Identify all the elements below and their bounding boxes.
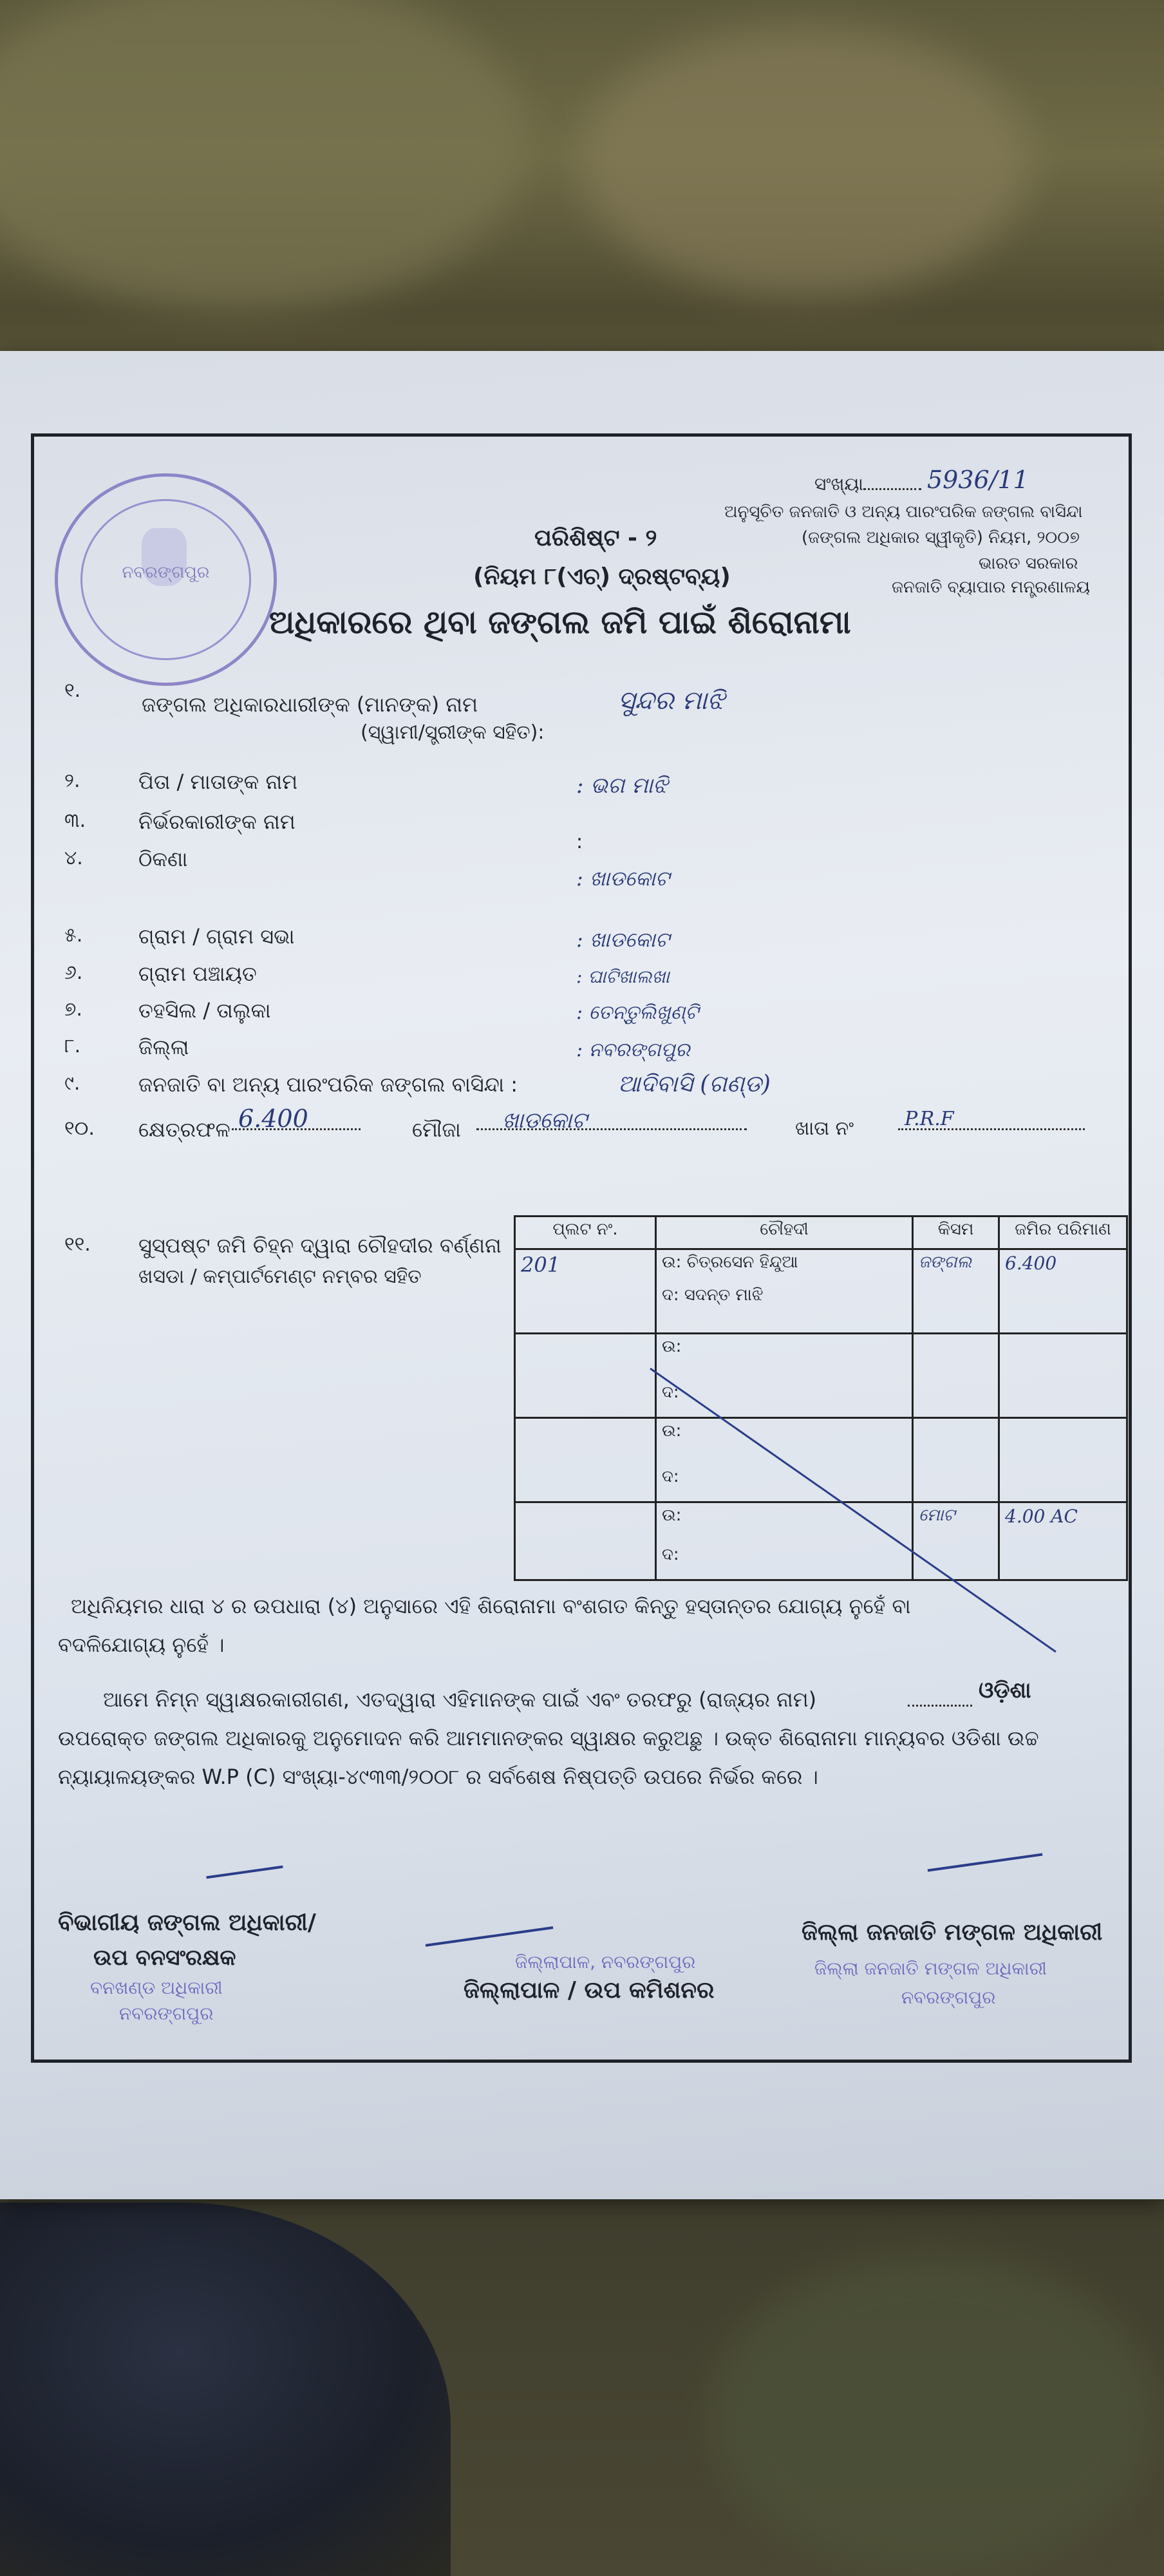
field-4-num: ୪. bbox=[64, 847, 83, 869]
boundary-north: ଉ: bbox=[662, 1421, 682, 1441]
field-8-value: : ନବରଙ୍ଗପୁର bbox=[576, 1039, 690, 1061]
number-label: ସଂଖ୍ୟା bbox=[814, 473, 921, 495]
field-2-num: ୨. bbox=[64, 770, 80, 792]
clause-text-1b: ବଦଳିଯୋଗ୍ୟ ନୁହେଁ । bbox=[58, 1633, 225, 1657]
field-1-label: ଜଙ୍ଗଲ ଅଧିକାରଧାରୀଙ୍କ (ମାନଙ୍କ) ନାମ bbox=[142, 692, 478, 717]
field-9-label: ଜନଜାତି ବା ଅନ୍ୟ ପାରଂପରିକ ଜଙ୍ଗଲ ବାସିନ୍ଦା : bbox=[138, 1072, 518, 1097]
field-6-label: ଗ୍ରାମ ପଞ୍ଚାୟତ bbox=[138, 961, 257, 986]
boundary-label-2: ଖସଡା / କମ୍ପାର୍ଟମେଣ୍ଟ ନମ୍ବର ସହିତ bbox=[138, 1265, 422, 1288]
col-amount: ଜମିର ପରିମାଣ bbox=[999, 1217, 1127, 1249]
field-5-value: : ଖାଡକୋଟ bbox=[576, 927, 670, 952]
grass-background bbox=[0, 0, 528, 309]
act-line-3: ଭାରତ ସରକାର bbox=[979, 554, 1078, 573]
act-line-2: (ଜଙ୍ଗଲ ଅଧିକାର ସ୍ୱୀକୃତି) ନିୟମ, ୨୦୦୭ bbox=[802, 528, 1080, 547]
field-5-num: ୫. bbox=[64, 924, 83, 947]
document-sheet bbox=[0, 351, 1164, 2199]
left-office-stamp-2: ନବରଙ୍ଗପୁର bbox=[119, 2003, 214, 2024]
field-7-label: ତହସିଲ / ତାଲୁକା bbox=[138, 998, 271, 1023]
state-dots bbox=[908, 1697, 972, 1709]
boundary-south: ଦ: bbox=[662, 1467, 679, 1486]
signatory-right-title: ଜିଲ୍ଲା ଜନଜାତି ମଙ୍ଗଳ ଅଧିକାରୀ bbox=[802, 1919, 1103, 1946]
seal-stamp bbox=[55, 473, 277, 686]
boundary-label-1: ସୁସ୍ପଷ୍ଟ ଜମି ଚିହ୍ନ ଦ୍ୱାରା ଚୌହଦୀର ବର୍ଣ୍ଣନା bbox=[138, 1233, 502, 1258]
field-9-num: ୯. bbox=[64, 1072, 80, 1095]
total-amount: 4.00 AC bbox=[1005, 1506, 1078, 1527]
field-10-num: ୧୦. bbox=[64, 1117, 95, 1140]
area-label: କ୍ଷେତ୍ରଫଳ bbox=[138, 1117, 230, 1142]
col-kisam: କିସମ bbox=[913, 1217, 999, 1249]
field-8-label: ଜିଲ୍ଲା bbox=[138, 1035, 189, 1059]
clause-text-2: ଆମେ ନିମ୍ନ ସ୍ୱାକ୍ଷରକାରୀଗଣ, ଏତଦ୍ୱାରା ଏହିମାନଙ୍କ ପାଇଁ ଏବଂ ତରଫରୁ (ରାଜ୍ୟର ନାମ) bbox=[103, 1687, 817, 1712]
field-2-label: ପିତା / ମାତାଙ୍କ ନାମ bbox=[138, 770, 298, 794]
clause-text-2b: ଉପରୋକ୍ତ ଜଙ୍ଗଲ ଅଧିକାରକୁ ଅନୁମୋଦନ କରି ଆମମାନଙ୍କର ସ୍ୱାକ୍ଷର କରୁଅଛୁ । ଉକ୍ତ ଶିରୋନାମା ମାନ୍ୟବର ଓଡିଶା ଉଚ୍ଚ bbox=[58, 1726, 1039, 1750]
khata-value: P.R.F bbox=[905, 1108, 954, 1130]
right-office-stamp-1: ଜିଲ୍ଲା ଜନଜାତି ମଙ୍ଗଳ ଅଧିକାରୀ bbox=[814, 1958, 1047, 1979]
trouser-leg bbox=[0, 2202, 451, 2576]
col-plot-no: ପ୍ଲଟ ନଂ. bbox=[515, 1217, 656, 1249]
field-3-num: ୩. bbox=[64, 810, 86, 832]
left-office-stamp-1: ବନଖଣ୍ଡ ଅଧିକାରୀ bbox=[90, 1977, 223, 1998]
kisam-value: ଜଙ୍ଗଲ bbox=[919, 1253, 972, 1272]
table-header-row bbox=[515, 1217, 1127, 1249]
grass-background bbox=[708, 2254, 1159, 2576]
boundary-south: ଦ: bbox=[662, 1383, 679, 1402]
center-office-stamp: ଜିଲ୍ଲାପାଳ, ନବରଙ୍ଗପୁର bbox=[515, 1951, 696, 1973]
col-boundary: ଚୌହଦୀ bbox=[656, 1217, 913, 1249]
grass-background bbox=[579, 26, 1030, 296]
area-dots bbox=[232, 1121, 361, 1133]
field-5-label: ଗ୍ରାମ / ଗ୍ରାମ ସଭା bbox=[138, 924, 295, 949]
boundary-north: ଉ: bbox=[662, 1506, 682, 1525]
signatory-left-title: ବିଭାଗୀୟ ଜଙ୍ଗଲ ଅଧିକାରୀ/ bbox=[58, 1909, 316, 1936]
mouza-label: ମୌଜା bbox=[412, 1117, 461, 1142]
boundary-north: ଉ: bbox=[662, 1337, 682, 1356]
field-7-value: : ତେନ୍ତୁଲିଖୁଣ୍ଟି bbox=[576, 1001, 699, 1024]
mouza-value: ଖାଡକୋଟ bbox=[502, 1108, 587, 1133]
annexure-heading: ପରିଶିଷ୍ଟ - ୨ bbox=[534, 525, 657, 551]
signatory-left-subtitle: ଉପ ବନସଂରକ୍ଷକ bbox=[93, 1945, 236, 1971]
number-value: 5936/11 bbox=[927, 466, 1029, 494]
boundary-north: ଉ: ଚିତ୍ରସେନ ହିନ୍ଦୁଆ bbox=[662, 1253, 798, 1272]
seal-text: ନବରଙ୍ଗପୁର bbox=[122, 563, 210, 582]
table-row bbox=[515, 1249, 1127, 1334]
field-9-value: ଆଦିବାସି (ଗଣ୍ଡ) bbox=[618, 1071, 771, 1097]
clause-text-2c: ନ୍ୟାୟାଳୟଙ୍କର W.P (C) ସଂଖ୍ୟା-୪୯୩୩/୨୦୦୮ ର ସର୍ବଶେଷ ନିଷ୍ପତ୍ତି ଉପରେ ନିର୍ଭର କରେ । bbox=[58, 1765, 818, 1789]
field-3-value: : bbox=[576, 831, 583, 853]
field-4-value: : ଖାଡକୋଟ bbox=[576, 866, 670, 891]
khata-label: ଖାତା ନଂ bbox=[795, 1117, 854, 1140]
total-label: ମୋଟ bbox=[919, 1506, 955, 1525]
field-2-value: : ଭଗ ମାଝି bbox=[576, 773, 668, 799]
clause-text-1: ଅଧିନିୟମର ଧାରା ୪ ର ଉପଧାରା (୪) ଅନୁସାରେ ଏହି ଶିରୋନାମା ବଂଶଗତ କିନ୍ତୁ ହସ୍ତାନ୍ତର ଯୋଗ୍ୟ ନୁହେଁ ବା bbox=[71, 1594, 911, 1618]
field-8-num: ୮. bbox=[64, 1035, 81, 1057]
field-6-num: ୬. bbox=[64, 961, 83, 984]
state-name: ଓଡ଼ିଶା bbox=[979, 1678, 1031, 1703]
rule-reference: (ନିୟମ ୮(ଏଚ୍) ଦ୍ରଷ୍ଟବ୍ୟ) bbox=[473, 564, 731, 590]
page-title: ଅଧିକାରରେ ଥିବା ଜଙ୍ଗଲ ଜମି ପାଇଁ ଶିରୋନାମା bbox=[269, 603, 851, 641]
act-line-4: ଜନଜାତି ବ୍ୟାପାର ମନ୍ତ୍ରଣାଳୟ bbox=[892, 578, 1090, 597]
field-1-sublabel: (ସ୍ୱାମୀ/ସ୍ତ୍ରୀଙ୍କ ସହିତ): bbox=[361, 721, 545, 744]
field-4-label: ଠିକଣା bbox=[138, 847, 188, 871]
field-7-num: ୭. bbox=[64, 998, 82, 1021]
signatory-center-title: ଜିଲ୍ଲାପାଳ / ଉପ କମିଶନର bbox=[464, 1977, 715, 2003]
field-6-value: : ଘାଟିଖାଲଖା bbox=[576, 966, 670, 987]
field-11-num: ୧୧. bbox=[64, 1233, 91, 1256]
field-3-label: ନିର୍ଭରକାରୀଙ୍କ ନାମ bbox=[138, 810, 296, 834]
plot-number: 201 bbox=[521, 1253, 561, 1277]
amount-value: 6.400 bbox=[1005, 1253, 1057, 1274]
boundary-south: ଦ: ସଦନ୍ତ ମାଝି bbox=[662, 1285, 764, 1305]
boundary-south: ଦ: bbox=[662, 1545, 679, 1564]
field-1-num: ୧. bbox=[64, 679, 81, 702]
area-value: 6.400 bbox=[238, 1104, 308, 1133]
right-office-stamp-2: ନବରଙ୍ଗପୁର bbox=[901, 1987, 996, 2008]
field-1-value: ସୁନ୍ଦର ମାଝି bbox=[618, 686, 725, 715]
act-line-1: ଅନୁସୂଚିତ ଜନଜାତି ଓ ଅନ୍ୟ ପାରଂପରିକ ଜଙ୍ଗଲ ବାସିନ୍ଦା bbox=[724, 502, 1083, 522]
